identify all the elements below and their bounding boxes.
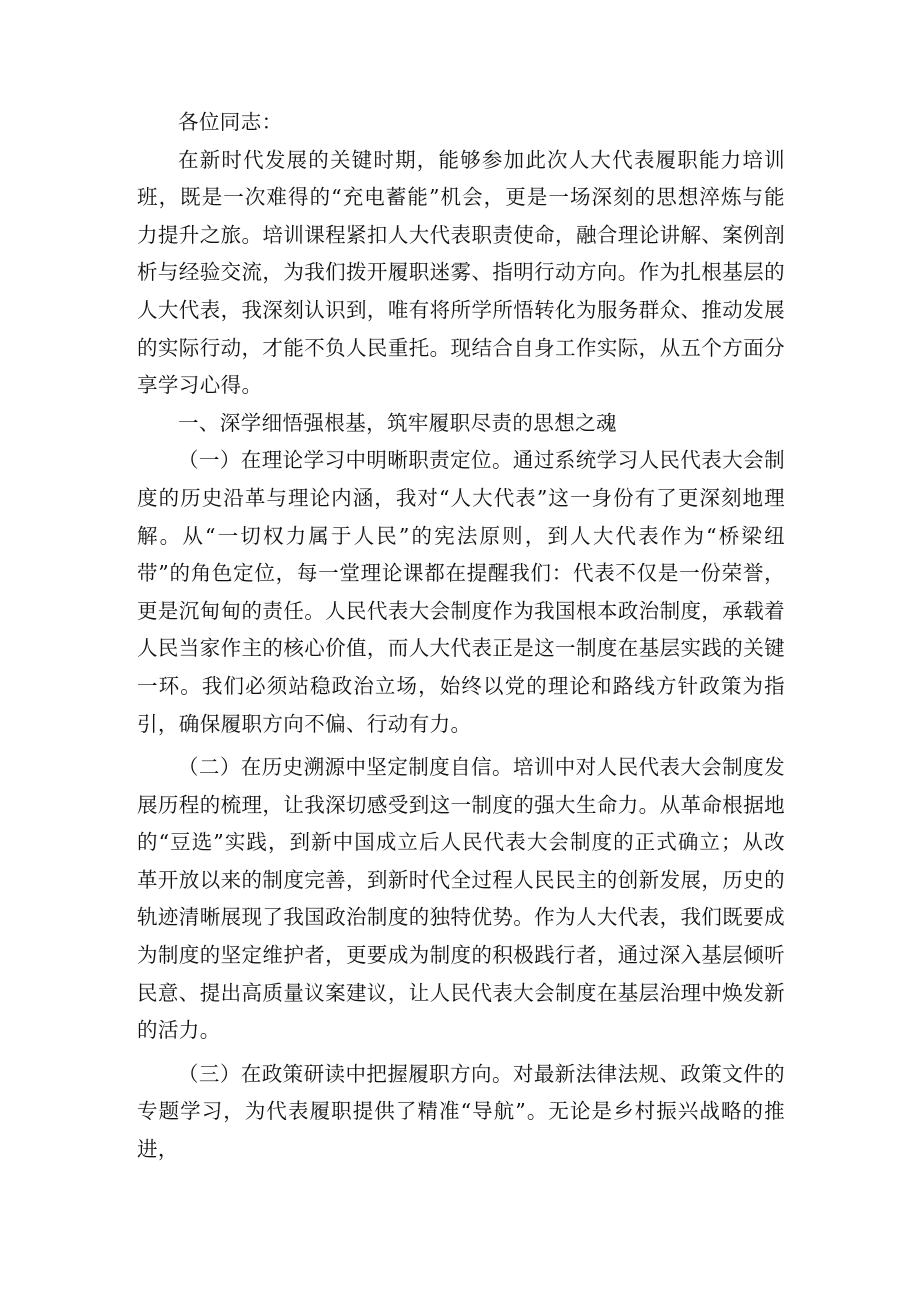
salutation: 各位同志： bbox=[178, 110, 283, 134]
subsection-paragraph-3: （三）在政策研读中把握履职方向。对最新法律法规、政策文件的专题学习，为代表履职提供了精准“导航”。无论是乡村振兴战略的推进， bbox=[137, 1061, 785, 1162]
subsection-paragraph-1: （一）在理论学习中明晰职责定位。通过系统学习人民代表大会制度的历史沿革与理论内涵，我对“人大代表”这一身份有了更深刻地理解。从“一切权力属于人民”的宪法原则，到人大代表作为“桥梁纽带”的角色定位，每一堂理论课都在提醒我们：代表不仅是一份荣誉，更是沉甸甸的责任。人民代表大会制度作为我国根本政治制度，承载着人民当家作主的核心价值，而人大代表正是这一制度在基层实践的关键一环。我们必须站稳政治立场，始终以党的理论和路线方针政策为指引，确保履职方向不偏、行动有力。 bbox=[137, 448, 785, 736]
document-body bbox=[137, 104, 785, 1169]
subsection-paragraph-2: （二）在历史溯源中坚定制度自信。培训中对人民代表大会制度发展历程的梳理，让我深切感受到这一制度的强大生命力。从革命根据地的“豆选”实践，到新中国成立后人民代表大会制度的正式确立；从改革开放以来的制度完善，到新时代全过程人民民主的创新发展，历史的轨迹清晰展现了我国政治制度的独特优势。作为人大代表，我们既要成为制度的坚定维护者，更要成为制度的积极践行者，通过深入基层倾听民意、提出高质量议案建议，让人民代表大会制度在基层治理中焕发新的活力。 bbox=[137, 755, 785, 1043]
section-heading-1: 一、深学细悟强根基，筑牢履职尽责的思想之魂 bbox=[178, 410, 617, 435]
intro-paragraph: 在新时代发展的关键时期，能够参加此次人大代表履职能力培训班，既是一次难得的“充电蓄能”机会，更是一场深刻的思想淬炼与能力提升之旅。培训课程紧扣人大代表职责使命，融合理论讲解、案例剖析与经验交流，为我们拨开履职迷雾、指明行动方向。作为扎根基层的人大代表，我深刻认识到，唯有将所学所悟转化为服务群众、推动发展的实际行动，才能不负人民重托。现结合自身工作实际，从五个方面分享学习心得。 bbox=[137, 147, 785, 398]
